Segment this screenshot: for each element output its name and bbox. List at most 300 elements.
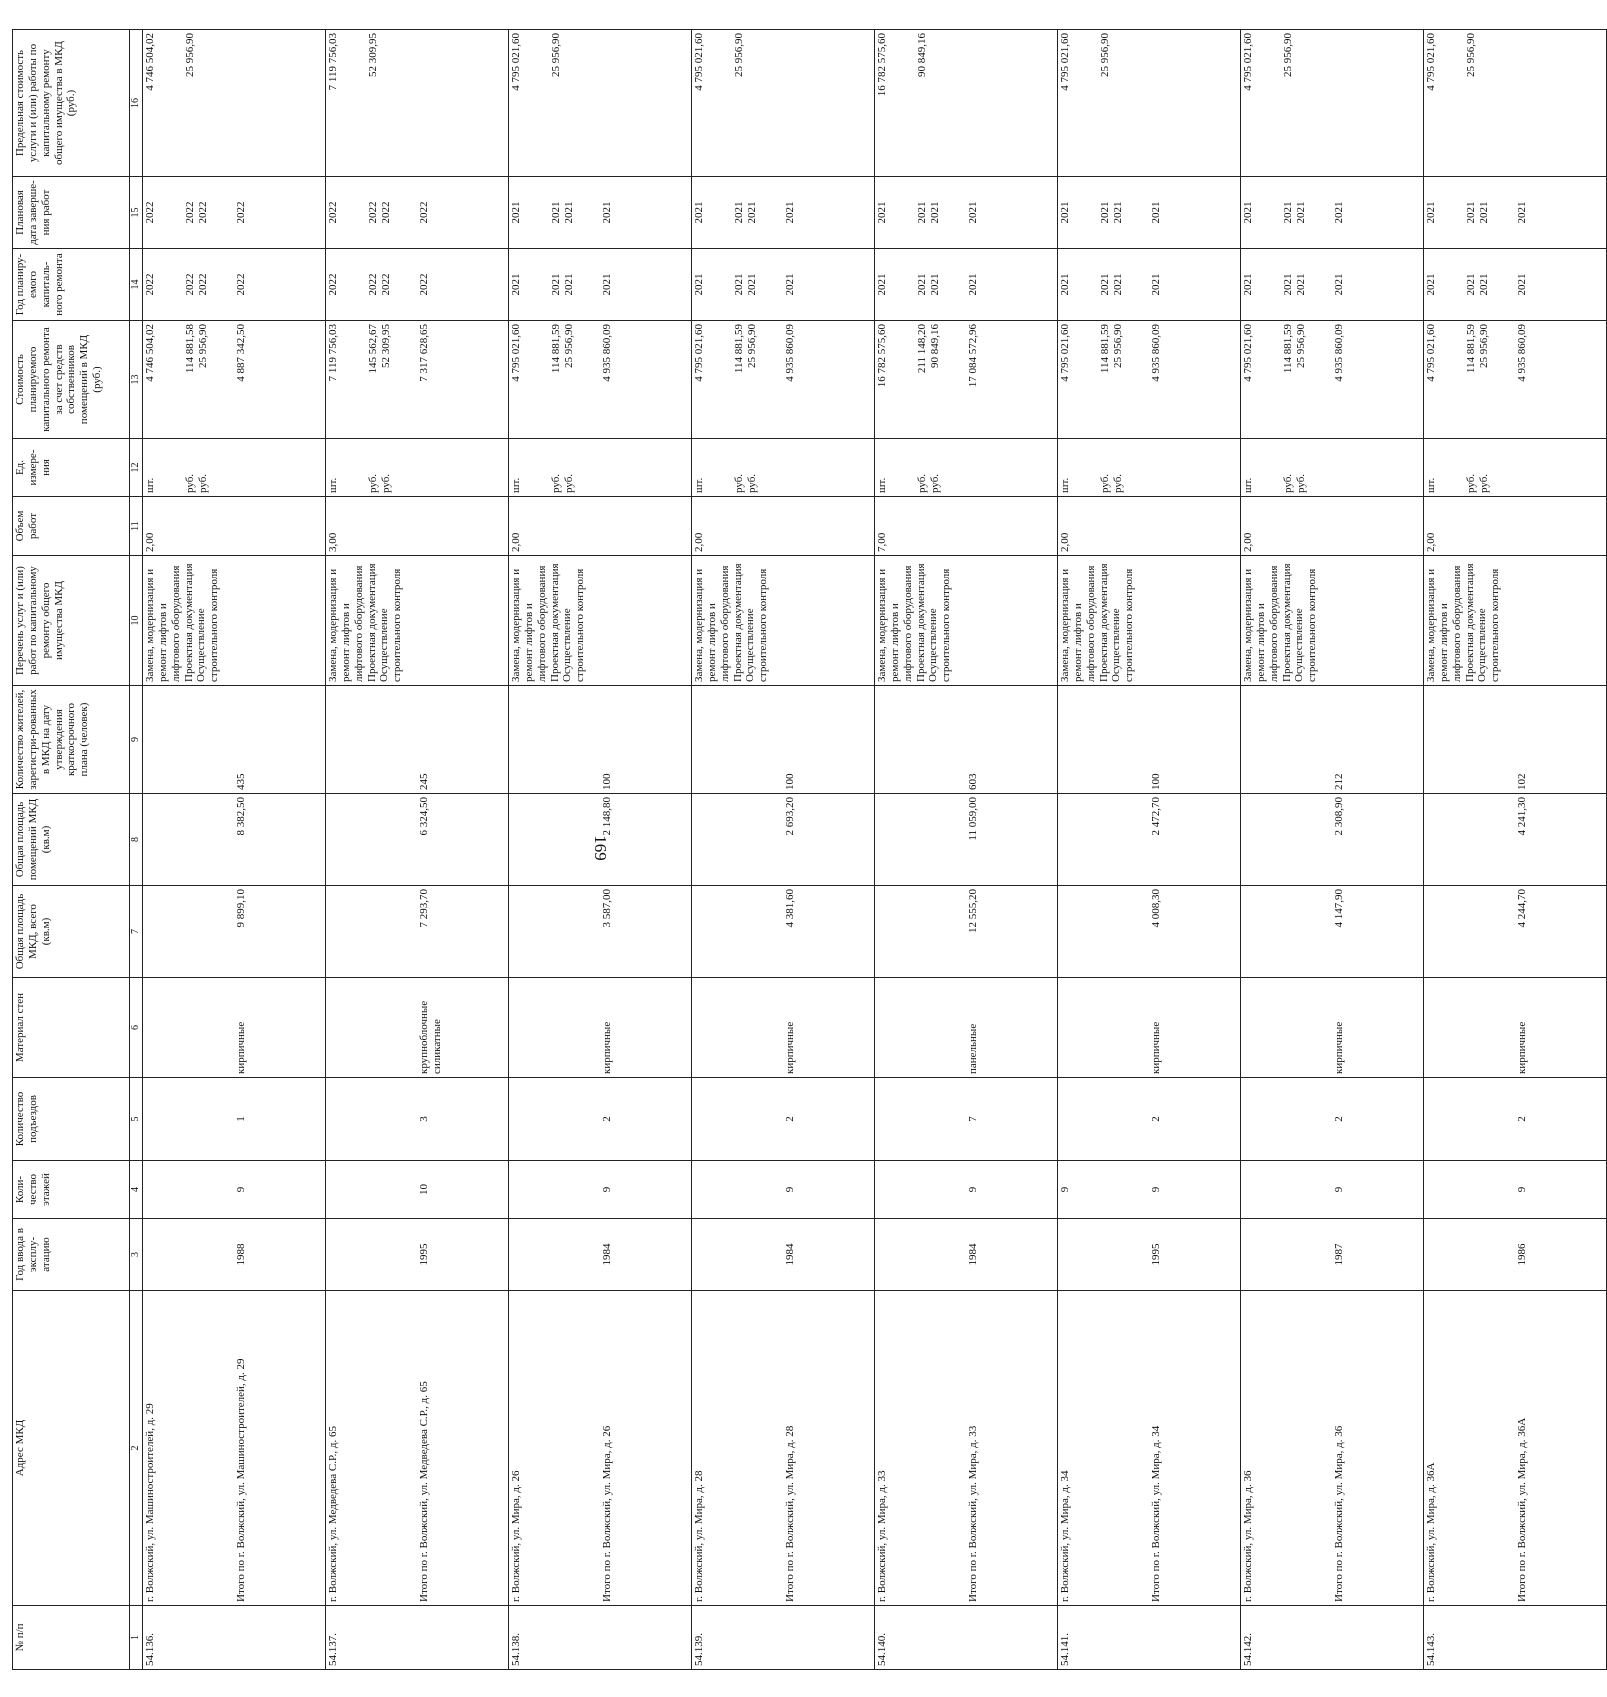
wall-material: кирпичные (600, 978, 692, 1078)
work-volume: 2,00 (143, 497, 235, 556)
end-year-list (326, 177, 418, 249)
spacer (532, 442, 541, 493)
work-item: Замена, модернизация и ремонт лифтов и лифтового оборудования (1059, 565, 1097, 682)
end-year: 2022 (235, 201, 247, 224)
col-number: 6 (130, 978, 143, 1078)
row-number: 54.142. (1241, 1606, 1333, 1670)
spacer (1456, 442, 1465, 493)
spacer (1255, 324, 1264, 435)
cost-value: 4 935 860,09 (784, 324, 796, 382)
cost-value: 145 562,67 (366, 324, 379, 374)
spacer (541, 252, 550, 317)
residents-count: 435 (234, 686, 326, 794)
spacer (907, 252, 916, 317)
spacer (1081, 324, 1090, 435)
col-header: Стоимость планируемого капитального ремонта за счет средств собственников помещений в МКД (руб.) (13, 321, 130, 439)
col-number: 12 (130, 439, 143, 497)
cost-list (1058, 321, 1150, 439)
table-row (143, 30, 235, 1670)
plan-year-list (1058, 249, 1150, 321)
col-number: 8 (130, 794, 143, 886)
end-year-list (783, 177, 875, 249)
work-volume: 7,00 (875, 497, 967, 556)
work-item: Замена, модернизация и ремонт лифтов и лифтового оборудования (1425, 565, 1463, 682)
premises-area: 2 308,90 (1332, 794, 1424, 886)
end-year: 2021 (1242, 201, 1254, 224)
plan-year-list (966, 249, 1058, 321)
residents-count (875, 686, 967, 794)
wall-material: кирпичные (1332, 978, 1424, 1078)
works-list (234, 556, 326, 686)
cost-list (1515, 321, 1607, 439)
work-item: Замена, модернизация и ремонт лифтов и лифтового оборудования (327, 565, 365, 682)
spacer (541, 442, 550, 493)
col-header: Материал стен (13, 978, 130, 1078)
col-number: 4 (130, 1161, 143, 1219)
floors-count: 9 (600, 1161, 692, 1219)
work-item: Проектная документация (365, 563, 378, 682)
total-area: 4 244,70 (1515, 886, 1607, 978)
col-number: 10 (130, 556, 143, 686)
spacer (706, 442, 715, 493)
unit-list (1515, 439, 1607, 497)
premises-area (143, 794, 235, 886)
entrances-count (692, 1078, 784, 1161)
end-year: 2021 (745, 201, 758, 224)
build-year (875, 1219, 967, 1291)
total-area (1241, 886, 1333, 978)
cost-list (326, 321, 418, 439)
cost-value: 17 084 572,96 (967, 324, 979, 388)
limit-list (1515, 30, 1607, 177)
limit-list (692, 30, 784, 177)
floors-count (143, 1161, 235, 1219)
col-header: Количество подъездов (13, 1078, 130, 1161)
cost-list (966, 321, 1058, 439)
plan-year-list (875, 249, 967, 321)
row-number (1149, 1606, 1241, 1670)
wall-material (1058, 978, 1150, 1078)
build-year: 1995 (417, 1219, 509, 1291)
address: Итого по г. Волжский, ул. Мира, д. 36 (1332, 1291, 1424, 1606)
spacer (907, 33, 916, 173)
spacer (523, 442, 532, 493)
row-number: 54.137. (326, 1606, 418, 1670)
spacer (349, 252, 358, 317)
col-header: Общая площадь МКД, всего (кв.м) (13, 886, 130, 978)
work-item: Замена, модернизация и ремонт лифтов и лифтового оборудования (876, 565, 914, 682)
limit-value: 4 746 504,02 (144, 33, 156, 91)
rotated-table-wrapper (12, 30, 1528, 1670)
spacer (523, 33, 532, 173)
end-year: 2022 (366, 201, 379, 224)
spacer (715, 180, 724, 245)
wall-material (1241, 978, 1333, 1078)
entrances-count (1241, 1078, 1333, 1161)
work-item: Осуществление строительного контроля (1476, 568, 1502, 682)
spacer (340, 324, 349, 435)
end-year: 2021 (1294, 201, 1307, 224)
spacer (898, 324, 907, 435)
row-number (234, 1606, 326, 1670)
entrances-count: 2 (783, 1078, 875, 1161)
spacer (1255, 33, 1264, 173)
spacer (349, 442, 358, 493)
spacer (1090, 324, 1099, 435)
plan-year: 2021 (549, 273, 562, 296)
plan-year: 2022 (144, 273, 156, 296)
plan-year: 2021 (1281, 273, 1294, 296)
end-year: 2022 (327, 201, 339, 224)
end-year-list (417, 177, 509, 249)
cost-value: 114 881,59 (549, 324, 562, 374)
plan-year: 2021 (967, 273, 979, 296)
cost-value: 114 881,59 (732, 324, 745, 374)
spacer (1264, 442, 1273, 493)
end-year: 2021 (784, 201, 796, 224)
cost-value: 4 935 860,09 (1333, 324, 1345, 382)
premises-area: 8 382,50 (234, 794, 326, 886)
wall-material (326, 978, 418, 1078)
spacer (541, 180, 550, 245)
spacer (1447, 33, 1456, 173)
plan-year: 2021 (876, 273, 888, 296)
works-list (1424, 556, 1516, 686)
end-year: 2022 (144, 201, 156, 224)
plan-year-list (692, 249, 784, 321)
total-area: 3 587,00 (600, 886, 692, 978)
limit-value: 4 795 021,60 (510, 33, 522, 91)
total-row (1332, 30, 1424, 1670)
works-list (143, 556, 235, 686)
spacer (157, 33, 166, 173)
cost-value: 114 881,58 (183, 324, 196, 374)
spacer (1264, 252, 1273, 317)
plan-year: 2022 (327, 273, 339, 296)
entrances-count (1058, 1078, 1150, 1161)
spacer (715, 252, 724, 317)
work-item: Замена, модернизация и ремонт лифтов и лифтового оборудования (693, 565, 731, 682)
limit-list (783, 30, 875, 177)
end-year: 2021 (510, 201, 522, 224)
work-volume: 2,00 (692, 497, 784, 556)
work-volume (600, 497, 692, 556)
col-number: 7 (130, 886, 143, 978)
table-row (1424, 30, 1516, 1670)
end-year: 2021 (562, 201, 575, 224)
work-volume: 2,00 (1424, 497, 1516, 556)
spacer (358, 324, 367, 435)
plan-year: 2021 (1059, 273, 1071, 296)
residents-count (1058, 686, 1150, 794)
work-item: Проектная документация (914, 563, 927, 682)
unit-list (1058, 439, 1150, 497)
row-number (783, 1606, 875, 1670)
spacer (1438, 442, 1447, 493)
spacer (724, 252, 733, 317)
col-header: Адрес МКД (13, 1291, 130, 1606)
spacer (1273, 442, 1282, 493)
limit-list (143, 30, 235, 177)
capital-repair-table (12, 29, 1607, 1670)
limit-value: 25 956,90 (732, 33, 745, 77)
total-area (326, 886, 418, 978)
cost-value: 7 317 628,65 (418, 324, 430, 382)
total-area: 12 555,20 (966, 886, 1058, 978)
plan-year: 2021 (1111, 273, 1124, 296)
plan-year: 2021 (1098, 273, 1111, 296)
unit: руб. (928, 473, 941, 493)
entrances-count (326, 1078, 418, 1161)
end-year-list (143, 177, 235, 249)
end-year-list (1241, 177, 1333, 249)
plan-year-list (1241, 249, 1333, 321)
cost-value: 25 956,90 (562, 324, 575, 368)
col-header: Коли-чество этажей (13, 1161, 130, 1219)
table-body (143, 30, 1607, 1670)
total-row (783, 30, 875, 1670)
spacer (889, 324, 898, 435)
cost-value: 4 795 021,60 (693, 324, 705, 382)
spacer (1081, 180, 1090, 245)
cost-value: 52 309,95 (379, 324, 392, 368)
entrances-count: 7 (966, 1078, 1058, 1161)
cost-value: 90 849,16 (928, 324, 941, 368)
cost-value: 25 956,90 (1111, 324, 1124, 368)
wall-material (692, 978, 784, 1078)
plan-year: 2021 (1464, 273, 1477, 296)
spacer (175, 252, 184, 317)
end-year-list (509, 177, 601, 249)
plan-year: 2021 (693, 273, 705, 296)
cost-value: 25 956,90 (1477, 324, 1490, 368)
premises-area (1241, 794, 1333, 886)
plan-year-list (417, 249, 509, 321)
row-number (417, 1606, 509, 1670)
build-year: 1987 (1332, 1219, 1424, 1291)
works-list (1058, 556, 1150, 686)
entrances-count (1424, 1078, 1516, 1161)
floors-count (875, 1161, 967, 1219)
spacer (175, 180, 184, 245)
table-row (326, 30, 418, 1670)
total-row (966, 30, 1058, 1670)
work-item: Осуществление строительного контроля (378, 568, 404, 682)
address: Итого по г. Волжский, ул. Мира, д. 33 (966, 1291, 1058, 1606)
spacer (1081, 442, 1090, 493)
limit-value: 90 849,16 (915, 33, 928, 77)
row-number: 54.141. (1058, 1606, 1150, 1670)
spacer (1090, 442, 1099, 493)
plan-year-list (234, 249, 326, 321)
unit: руб. (549, 473, 562, 493)
cost-list (1332, 321, 1424, 439)
spacer (1273, 180, 1282, 245)
total-area (509, 886, 601, 978)
address: Итого по г. Волжский, ул. Медведева С.Р., д. 65 (417, 1291, 509, 1606)
address: Итого по г. Волжский, ул. Мира, д. 34 (1149, 1291, 1241, 1606)
works-list (783, 556, 875, 686)
unit: шт. (510, 477, 522, 493)
spacer (358, 442, 367, 493)
end-year: 2021 (915, 201, 928, 224)
spacer (1255, 180, 1264, 245)
spacer (1255, 442, 1264, 493)
cost-value: 4 795 021,60 (1242, 324, 1254, 382)
spacer (157, 180, 166, 245)
entrances-count: 1 (234, 1078, 326, 1161)
premises-area (692, 794, 784, 886)
premises-area (875, 794, 967, 886)
spacer (1090, 33, 1099, 173)
end-year: 2021 (693, 201, 705, 224)
col-header: Год ввода в эксплу-атацию (13, 1219, 130, 1291)
unit-list (1149, 439, 1241, 497)
address: г. Волжский, ул. Мира, д. 26 (509, 1291, 601, 1606)
spacer (706, 180, 715, 245)
address: Итого по г. Волжский, ул. Мира, д. 26 (600, 1291, 692, 1606)
spacer (889, 33, 898, 173)
unit: руб. (183, 473, 196, 493)
build-year: 1984 (600, 1219, 692, 1291)
spacer (907, 442, 916, 493)
spacer (523, 324, 532, 435)
table-row (1241, 30, 1333, 1670)
build-year: 1986 (1515, 1219, 1607, 1291)
plan-year: 2021 (1294, 273, 1307, 296)
entrances-count: 2 (1515, 1078, 1607, 1161)
spacer (541, 33, 550, 173)
col-header: № п/п (13, 1606, 130, 1670)
unit: шт. (327, 477, 339, 493)
limit-value: 25 956,90 (1464, 33, 1477, 77)
spacer (1072, 324, 1081, 435)
col-header: Плановая дата заверше-ния работ (13, 177, 130, 249)
plan-year-list (783, 249, 875, 321)
total-area (692, 886, 784, 978)
floors-count: 9 (1515, 1161, 1607, 1219)
plan-year: 2021 (745, 273, 758, 296)
unit-list (417, 439, 509, 497)
end-year: 2021 (876, 201, 888, 224)
cost-value: 4 795 021,60 (510, 324, 522, 382)
works-list (1149, 556, 1241, 686)
residents-count (1424, 686, 1516, 794)
spacer (715, 33, 724, 173)
plan-year-list (1332, 249, 1424, 321)
unit: руб. (562, 473, 575, 493)
works-list (966, 556, 1058, 686)
cost-list (1149, 321, 1241, 439)
unit: руб. (1294, 473, 1307, 493)
spacer (1273, 324, 1282, 435)
entrances-count (875, 1078, 967, 1161)
unit-list (234, 439, 326, 497)
col-number: 13 (130, 321, 143, 439)
limit-value: 4 795 021,60 (693, 33, 705, 91)
row-number: 54.136. (143, 1606, 235, 1670)
unit: руб. (732, 473, 745, 493)
spacer (898, 252, 907, 317)
unit: шт. (876, 477, 888, 493)
address: г. Волжский, ул. Медведева С.Р., д. 65 (326, 1291, 418, 1606)
work-item: Замена, модернизация и ремонт лифтов и лифтового оборудования (510, 565, 548, 682)
plan-year: 2021 (784, 273, 796, 296)
cost-value: 4 935 860,09 (601, 324, 613, 382)
spacer (349, 180, 358, 245)
spacer (157, 324, 166, 435)
end-year-list (1515, 177, 1607, 249)
spacer (349, 324, 358, 435)
limit-value: 4 795 021,60 (1059, 33, 1071, 91)
limit-list (1332, 30, 1424, 177)
spacer (889, 180, 898, 245)
end-year: 2022 (183, 201, 196, 224)
col-number: 14 (130, 249, 143, 321)
spacer (1438, 33, 1447, 173)
address: Итого по г. Волжский, ул. Мира, д. 28 (783, 1291, 875, 1606)
unit: руб. (1464, 473, 1477, 493)
spacer (523, 252, 532, 317)
unit: руб. (745, 473, 758, 493)
entrances-count (143, 1078, 235, 1161)
plan-year: 2022 (379, 273, 392, 296)
premises-area (509, 794, 601, 886)
premises-area: 11 059,00 (966, 794, 1058, 886)
table-row (1058, 30, 1150, 1670)
spacer (166, 252, 175, 317)
spacer (1081, 252, 1090, 317)
build-year (509, 1219, 601, 1291)
residents-count (509, 686, 601, 794)
residents-count: 212 (1332, 686, 1424, 794)
plan-year-list (1515, 249, 1607, 321)
col-number: 5 (130, 1078, 143, 1161)
spacer (175, 324, 184, 435)
spacer (706, 252, 715, 317)
cost-value: 4 935 860,09 (1516, 324, 1528, 382)
spacer (532, 180, 541, 245)
floors-count: 9 (783, 1161, 875, 1219)
limit-list (600, 30, 692, 177)
spacer (1456, 252, 1465, 317)
floors-count (1424, 1161, 1516, 1219)
works-list (1332, 556, 1424, 686)
end-year: 2021 (1281, 201, 1294, 224)
work-volume (1149, 497, 1241, 556)
limit-list (1058, 30, 1150, 177)
spacer (166, 33, 175, 173)
build-year (143, 1219, 235, 1291)
unit-list (1241, 439, 1333, 497)
unit: шт. (144, 477, 156, 493)
cost-list (234, 321, 326, 439)
row-number (1515, 1606, 1607, 1670)
spacer (175, 442, 184, 493)
work-item: Осуществление строительного контроля (927, 568, 953, 682)
total-area: 9 899,10 (234, 886, 326, 978)
spacer (706, 33, 715, 173)
plan-year: 2022 (235, 273, 247, 296)
spacer (1081, 33, 1090, 173)
spacer (157, 442, 166, 493)
end-year-list (1149, 177, 1241, 249)
end-year: 2021 (1516, 201, 1528, 224)
limit-value: 25 956,90 (1281, 33, 1294, 77)
wall-material (875, 978, 967, 1078)
unit: руб. (1281, 473, 1294, 493)
address: г. Волжский, ул. Мира, д. 33 (875, 1291, 967, 1606)
